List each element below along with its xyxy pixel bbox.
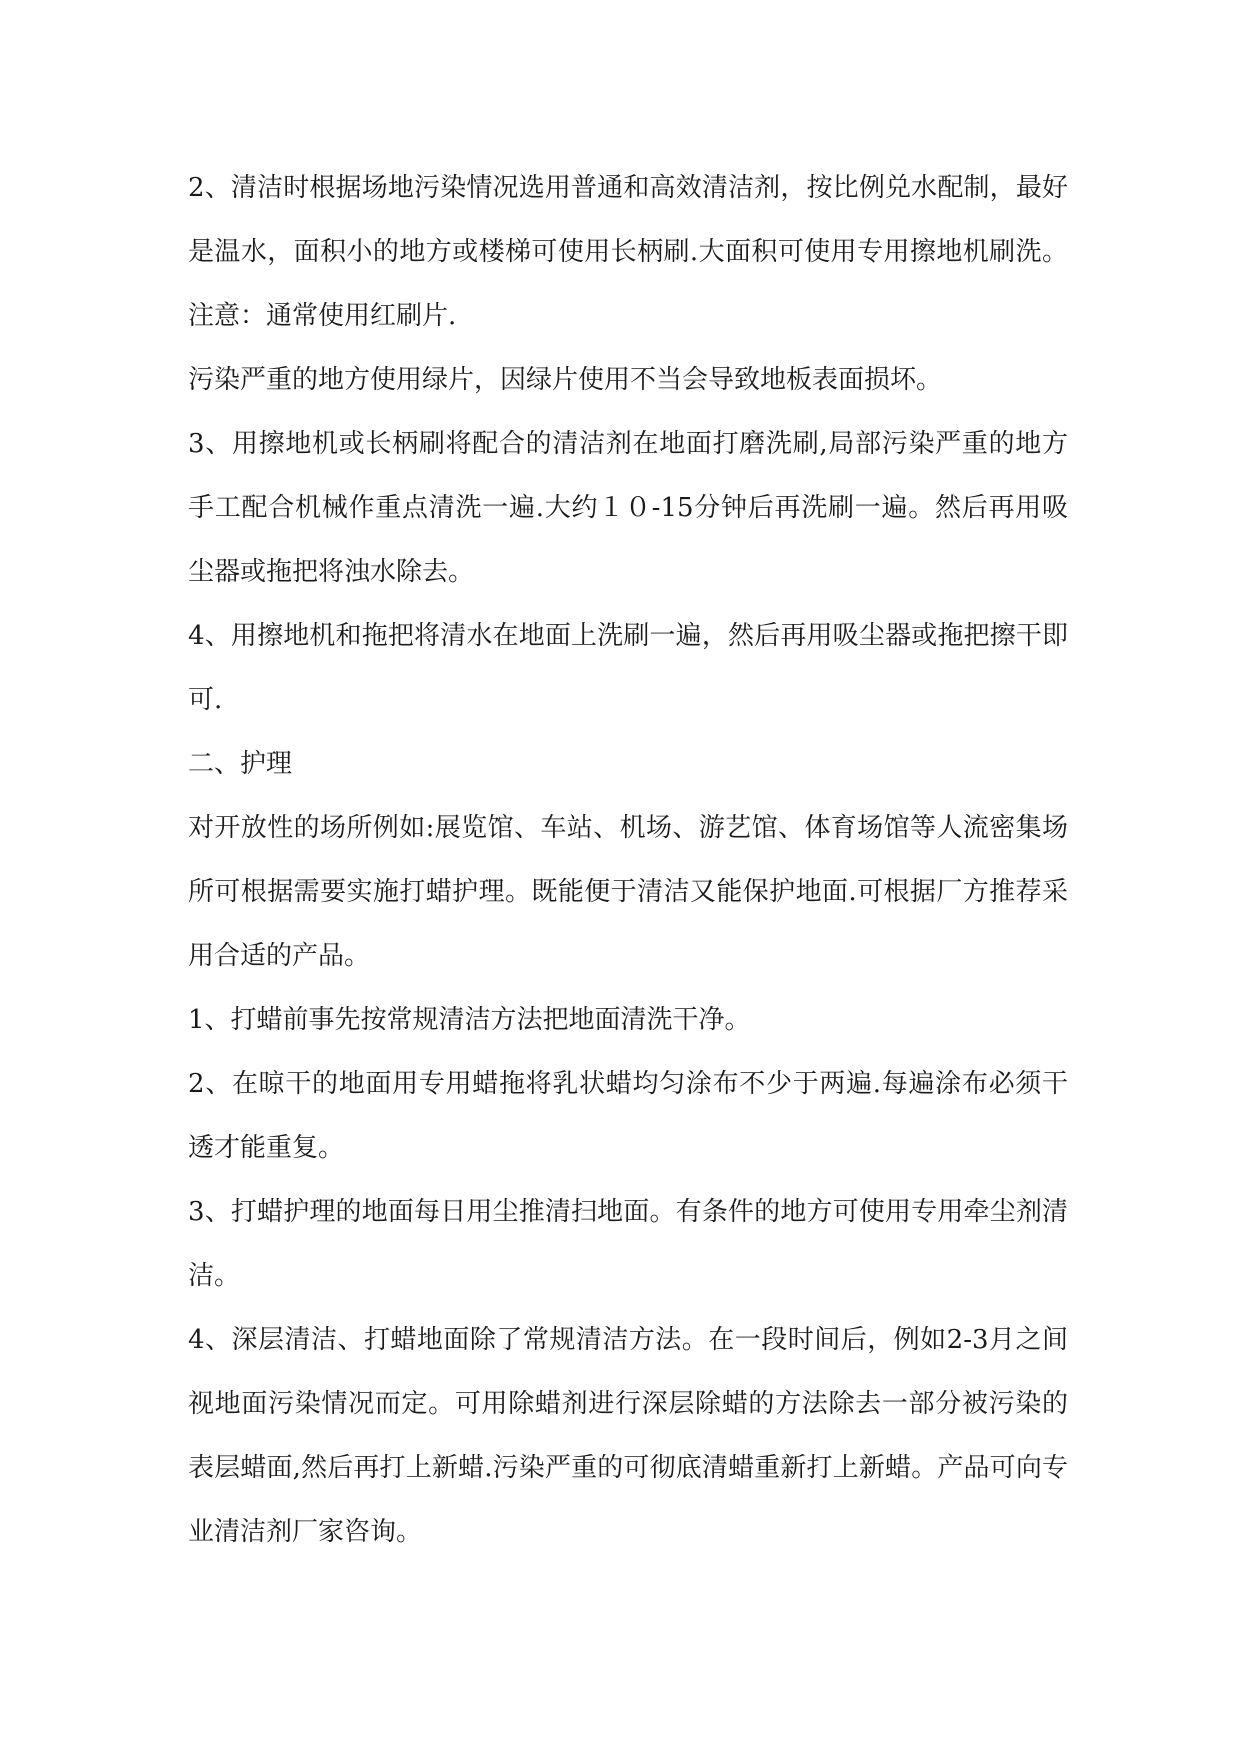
section-heading-maintenance: 二、护理	[188, 749, 293, 779]
paragraph-waxing-step-2: 2、在晾干的地面用专用蜡拖将乳状蜡均匀涂布不少于两遍.每遍涂布必须干透才能重复。	[188, 1069, 1068, 1163]
paragraph-cleaning-step-3: 3、用擦地机或长柄刷将配合的清洁剂在地面打磨洗刷,局部污染严重的地方手工配合机械作重点清洗一遍.大约１０-15分钟后再洗刷一遍。然后再用吸尘器或拖把将浊水除去。	[188, 429, 1068, 587]
paragraph-cleaning-step-4: 4、用擦地机和拖把将清水在地面上洗刷一遍，然后再用吸尘器或拖把擦干即可.	[188, 621, 1068, 715]
paragraph-waxing-step-4: 4、深层清洁、打蜡地面除了常规清洁方法。在一段时间后，例如2-3月之间视地面污染情况而定。可用除蜡剂进行深层除蜡的方法除去一部分被污染的表层蜡面,然后再打上新蜡.污染严重的可彻底清蜡重新打上新蜡。产品可向专业清洁剂厂家咨询。	[188, 1325, 1068, 1547]
paragraph-waxing-step-3: 3、打蜡护理的地面每日用尘推清扫地面。有条件的地方可使用专用牵尘剂清洁。	[188, 1197, 1068, 1291]
paragraph-waxing-step-1: 1、打蜡前事先按常规清洁方法把地面清洗干净。	[188, 1005, 751, 1035]
paragraph-maintenance-intro: 对开放性的场所例如:展览馆、车站、机场、游艺馆、体育场馆等人流密集场所可根据需要实施打蜡护理。既能便于清洁又能保护地面.可根据厂方推荐采用合适的产品。	[188, 813, 1068, 971]
document-body	[188, 156, 1068, 1564]
paragraph-green-pad-note: 污染严重的地方使用绿片，因绿片使用不当会导致地板表面损坏。	[188, 365, 943, 395]
paragraph-cleaning-step-2: 2、清洁时根据场地污染情况选用普通和高效清洁剂，按比例兑水配制，最好是温水，面积小的地方或楼梯可使用长柄刷.大面积可使用专用擦地机刷洗。注意：通常使用红刷片.	[188, 173, 1069, 331]
